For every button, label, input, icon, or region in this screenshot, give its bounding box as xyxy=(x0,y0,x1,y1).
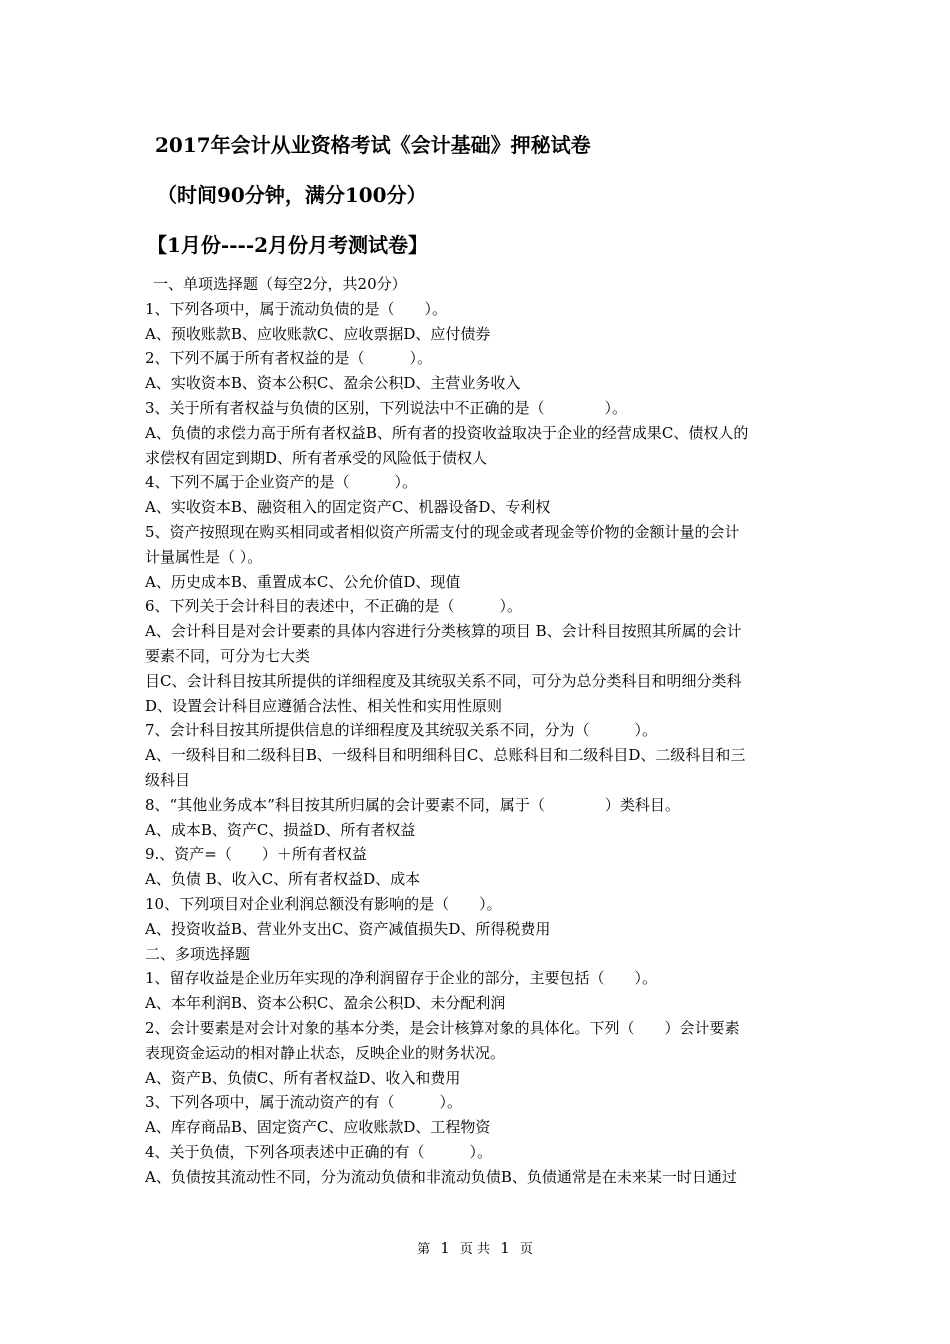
footer-middle: 页 共 xyxy=(459,1242,491,1257)
footer-suffix: 页 xyxy=(519,1242,533,1257)
document-body xyxy=(145,272,815,1189)
text-line: 级科目 xyxy=(145,770,191,789)
document-title: 2017年会计从业资格考试《会计基础》押秘试卷 xyxy=(155,133,591,157)
text-line: A、历史成本B、重置成本C、公允价值D、现值 xyxy=(145,572,461,591)
footer-total-pages: 1 xyxy=(500,1239,510,1257)
text-line: A、负债的求偿力高于所有者权益B、所有者的投资收益取决于企业的经营成果C、债权人的 xyxy=(145,423,749,442)
text-line: 2、会计要素是对会计对象的基本分类，是会计核算对象的具体化。下列（ ）会计要素 xyxy=(145,1018,740,1037)
text-line: 要素不同，可分为七大类 xyxy=(145,646,311,665)
text-line: 4、关于负债，下列各项表述中正确的有（ ）。 xyxy=(145,1142,493,1161)
text-line: A、库存商品B、固定资产C、应收账款D、工程物资 xyxy=(145,1118,491,1137)
text-line: 求偿权有固定到期D、所有者承受的风险低于债权人 xyxy=(145,448,488,467)
page-footer xyxy=(0,1238,950,1260)
text-line: A、资产B、负债C、所有者权益D、收入和费用 xyxy=(145,1068,461,1087)
text-line: D、设置会计科目应遵循合法性、相关性和实用性原则 xyxy=(145,696,503,715)
text-line: 4、下列不属于企业资产的是（ ）。 xyxy=(145,473,418,492)
text-line: 8、“其他业务成本”科目按其所归属的会计要素不同，属于（ ）类科目。 xyxy=(145,795,680,814)
text-line: 2、下列不属于所有者权益的是（ ）。 xyxy=(145,349,433,368)
text-line: A、一级科目和二级科目B、一级科目和明细科目C、总账科目和二级科目D、二级科目和三 xyxy=(145,746,746,765)
document-subtitle: （时间90分钟，满分100分） xyxy=(157,183,427,207)
text-line: 计量属性是（ ）。 xyxy=(145,547,263,566)
text-line: 3、下列各项中，属于流动资产的有（ ）。 xyxy=(145,1093,463,1112)
document-subheading: 【1月份----2月份月考测试卷】 xyxy=(147,233,429,257)
text-line: A、会计科目是对会计要素的具体内容进行分类核算的项目 B、会计科目按照其所属的会计 xyxy=(145,622,742,641)
footer-page-number: 1 xyxy=(440,1239,450,1257)
text-line: A、投资收益B、营业外支出C、资产减值损失D、所得税费用 xyxy=(145,919,551,938)
text-line: A、负债 B、收入C、所有者权益D、成本 xyxy=(145,870,421,889)
text-line: 6、下列关于会计科目的表述中，不正确的是（ ）。 xyxy=(145,597,523,616)
text-line: 目C、会计科目按其所提供的详细程度及其统驭关系不同，可分为总分类科目和明细分类科 xyxy=(145,671,742,690)
text-line: 二、多项选择题 xyxy=(145,944,251,963)
text-line: 1、下列各项中，属于流动负债的是（ ）。 xyxy=(145,299,448,318)
text-line: 1、留存收益是企业历年实现的净利润留存于企业的部分，主要包括（ ）。 xyxy=(145,969,658,988)
text-line: A、成本B、资产C、损益D、所有者权益 xyxy=(145,820,416,839)
text-line: 5、资产按照现在购买相同或者相似资产所需支付的现金或者现金等价物的金额计量的会计 xyxy=(145,522,740,541)
text-line: A、实收资本B、资本公积C、盈余公积D、主营业务收入 xyxy=(145,374,521,393)
text-line: 7、会计科目按其所提供信息的详细程度及其统驭关系不同，分为（ ）。 xyxy=(145,721,658,740)
text-line: A、实收资本B、融资租入的固定资产C、机器设备D、专利权 xyxy=(145,498,551,517)
text-line: 表现资金运动的相对静止状态，反映企业的财务状况。 xyxy=(145,1043,506,1062)
text-line: 一、单项选择题（每空2分，共20分） xyxy=(153,275,407,293)
text-line: A、本年利润B、资本公积C、盈余公积D、未分配利润 xyxy=(145,994,506,1013)
text-line: 9.、资产=（ ）＋所有者权益 xyxy=(145,845,367,864)
text-line: A、预收账款B、应收账款C、应收票据D、应付债券 xyxy=(145,324,491,343)
text-line: 10、下列项目对企业利润总额没有影响的是（ ）。 xyxy=(145,894,502,913)
text-line: A、负债按其流动性不同，分为流动负债和非流动负债B、负债通常是在未来某一时日通过 xyxy=(145,1167,737,1186)
text-line: 3、关于所有者权益与负债的区别，下列说法中不正确的是（ ）。 xyxy=(145,398,628,417)
footer-prefix: 第 xyxy=(417,1242,431,1257)
